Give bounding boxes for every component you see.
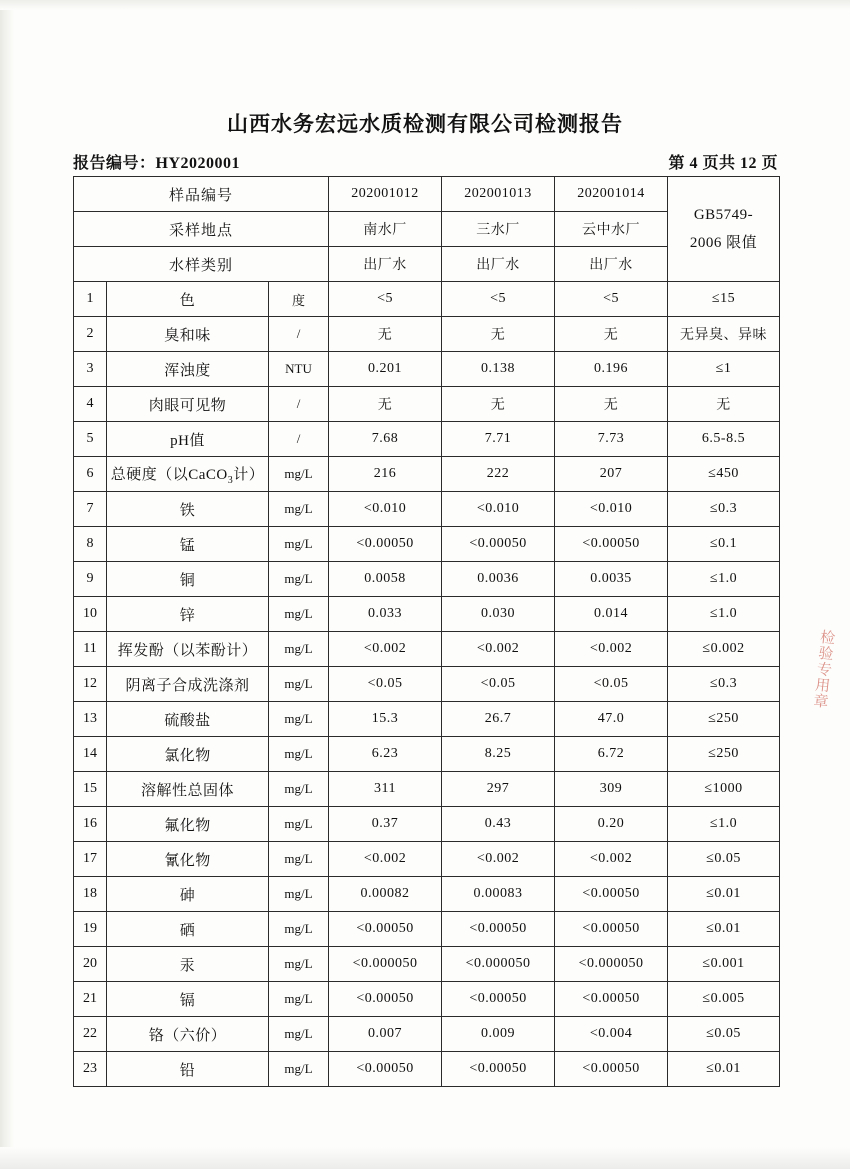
report-number: 报告编号：HY2020001 (73, 155, 241, 172)
row-value-2: 0.0036 (442, 562, 555, 597)
table-header-row-sample-no (74, 177, 780, 212)
row-limit: ≤0.01 (668, 912, 780, 947)
table-row (74, 282, 780, 317)
row-value-2: 7.71 (442, 422, 555, 457)
table-row (74, 352, 780, 387)
row-item-name: 砷 (107, 877, 269, 912)
row-value-1: 0.007 (329, 1017, 442, 1052)
row-limit: 6.5-8.5 (668, 422, 780, 457)
header-label-water-type: 水样类别 (74, 247, 329, 282)
table-row (74, 1052, 780, 1087)
row-value-1: <0.05 (329, 667, 442, 702)
table-row (74, 562, 780, 597)
row-unit: mg/L (269, 562, 329, 597)
row-index: 12 (74, 667, 107, 702)
row-value-2: <0.010 (442, 492, 555, 527)
header-label-sample-no: 样品编号 (74, 177, 329, 212)
row-item-name: 肉眼可见物 (107, 387, 269, 422)
row-item-name: 氟化物 (107, 807, 269, 842)
row-item-name: 氯化物 (107, 737, 269, 772)
row-value-1: 无 (329, 387, 442, 422)
row-unit: mg/L (269, 597, 329, 632)
row-unit: mg/L (269, 947, 329, 982)
row-value-3: <0.00050 (555, 912, 668, 947)
row-index: 2 (74, 317, 107, 352)
row-value-2: <0.000050 (442, 947, 555, 982)
water-type-3: 出厂水 (555, 247, 668, 282)
row-index: 6 (74, 457, 107, 492)
row-index: 9 (74, 562, 107, 597)
row-unit: mg/L (269, 1052, 329, 1087)
row-value-1: <0.00050 (329, 982, 442, 1017)
row-value-3: 0.0035 (555, 562, 668, 597)
sample-no-1: 202001012 (329, 177, 442, 212)
location-3: 云中水厂 (555, 212, 668, 247)
row-value-1: 216 (329, 457, 442, 492)
row-value-3: <0.002 (555, 632, 668, 667)
table-row (74, 387, 780, 422)
row-unit: mg/L (269, 457, 329, 492)
row-index: 16 (74, 807, 107, 842)
row-index: 8 (74, 527, 107, 562)
location-2: 三水厂 (442, 212, 555, 247)
row-value-2: <0.00050 (442, 527, 555, 562)
standard-limit-header (668, 177, 780, 282)
row-item-name: 铁 (107, 492, 269, 527)
row-item-name: 挥发酚（以苯酚计） (107, 632, 269, 667)
row-unit: mg/L (269, 492, 329, 527)
header-label-location: 采样地点 (74, 212, 329, 247)
row-value-3: 无 (555, 317, 668, 352)
row-value-3: 0.20 (555, 807, 668, 842)
row-item-name: 铅 (107, 1052, 269, 1087)
table-row (74, 667, 780, 702)
row-limit: ≤0.3 (668, 667, 780, 702)
row-value-3: 0.196 (555, 352, 668, 387)
row-value-2: 297 (442, 772, 555, 807)
row-unit: / (269, 387, 329, 422)
row-index: 1 (74, 282, 107, 317)
row-value-1: <0.002 (329, 842, 442, 877)
row-value-1: 无 (329, 317, 442, 352)
row-index: 10 (74, 597, 107, 632)
row-item-name: 硫酸盐 (107, 702, 269, 737)
row-limit: ≤1.0 (668, 807, 780, 842)
row-item-name: 臭和味 (107, 317, 269, 352)
row-index: 7 (74, 492, 107, 527)
row-value-3: <5 (555, 282, 668, 317)
row-value-1: 311 (329, 772, 442, 807)
row-limit: ≤0.05 (668, 842, 780, 877)
scan-edge-top (0, 0, 850, 10)
page-title: 山西水务宏远水质检测有限公司检测报告 (227, 112, 623, 136)
row-item-name: pH值 (107, 422, 269, 457)
row-value-3: <0.00050 (555, 1052, 668, 1087)
table-row (74, 982, 780, 1017)
row-value-2: 0.030 (442, 597, 555, 632)
row-item-name: 硒 (107, 912, 269, 947)
row-value-2: 8.25 (442, 737, 555, 772)
row-limit: ≤0.01 (668, 1052, 780, 1087)
row-index: 18 (74, 877, 107, 912)
stamp-seal: 检验专用章 (810, 628, 836, 710)
table-row (74, 877, 780, 912)
row-value-2: 0.138 (442, 352, 555, 387)
row-limit: ≤0.01 (668, 877, 780, 912)
row-unit: mg/L (269, 527, 329, 562)
row-value-1: <0.010 (329, 492, 442, 527)
table-row (74, 1017, 780, 1052)
row-value-1: 6.23 (329, 737, 442, 772)
row-limit: ≤250 (668, 702, 780, 737)
row-unit: / (269, 317, 329, 352)
row-value-2: 0.43 (442, 807, 555, 842)
table-row (74, 422, 780, 457)
row-item-name: 浑浊度 (107, 352, 269, 387)
row-item-name: 氰化物 (107, 842, 269, 877)
row-unit: mg/L (269, 807, 329, 842)
row-value-2: 无 (442, 387, 555, 422)
row-value-2: <0.00050 (442, 1052, 555, 1087)
row-value-3: <0.00050 (555, 877, 668, 912)
table-row (74, 807, 780, 842)
row-value-3: 无 (555, 387, 668, 422)
row-index: 14 (74, 737, 107, 772)
results-table (73, 176, 780, 1087)
row-unit: mg/L (269, 877, 329, 912)
row-value-2: <0.00050 (442, 912, 555, 947)
row-unit: mg/L (269, 737, 329, 772)
row-index: 21 (74, 982, 107, 1017)
scan-edge-left (0, 0, 14, 1169)
row-value-3: 0.014 (555, 597, 668, 632)
row-item-name: 溶解性总固体 (107, 772, 269, 807)
row-value-1: <0.00050 (329, 1052, 442, 1087)
row-value-1: 0.033 (329, 597, 442, 632)
row-unit: mg/L (269, 702, 329, 737)
row-value-2: <5 (442, 282, 555, 317)
row-index: 13 (74, 702, 107, 737)
row-index: 4 (74, 387, 107, 422)
location-1: 南水厂 (329, 212, 442, 247)
row-limit: ≤0.05 (668, 1017, 780, 1052)
row-value-1: 0.0058 (329, 562, 442, 597)
table-row (74, 947, 780, 982)
row-value-3: <0.05 (555, 667, 668, 702)
row-item-name: 阴离子合成洗涤剂 (107, 667, 269, 702)
row-value-3: 309 (555, 772, 668, 807)
row-limit: ≤15 (668, 282, 780, 317)
row-unit: mg/L (269, 632, 329, 667)
row-value-2: 0.009 (442, 1017, 555, 1052)
row-value-3: <0.004 (555, 1017, 668, 1052)
row-unit: mg/L (269, 912, 329, 947)
row-value-2: <0.002 (442, 842, 555, 877)
row-index: 19 (74, 912, 107, 947)
row-unit: NTU (269, 352, 329, 387)
row-value-1: 0.37 (329, 807, 442, 842)
water-type-1: 出厂水 (329, 247, 442, 282)
row-limit: ≤1.0 (668, 562, 780, 597)
row-item-name: 镉 (107, 982, 269, 1017)
table-row (74, 912, 780, 947)
row-unit: / (269, 422, 329, 457)
row-index: 5 (74, 422, 107, 457)
row-value-2: 无 (442, 317, 555, 352)
row-limit: 无异臭、异味 (668, 317, 780, 352)
row-item-name: 总硬度（以CaCO$_3$计） (107, 457, 269, 492)
row-limit: 无 (668, 387, 780, 422)
row-limit: ≤0.001 (668, 947, 780, 982)
row-value-1: <0.002 (329, 632, 442, 667)
row-item-name: 色 (107, 282, 269, 317)
row-item-name: 汞 (107, 947, 269, 982)
row-value-3: 47.0 (555, 702, 668, 737)
row-unit: mg/L (269, 842, 329, 877)
row-limit: ≤1.0 (668, 597, 780, 632)
row-value-2: <0.00050 (442, 982, 555, 1017)
row-index: 3 (74, 352, 107, 387)
row-value-2: 222 (442, 457, 555, 492)
row-value-2: 26.7 (442, 702, 555, 737)
sample-no-3: 202001014 (555, 177, 668, 212)
row-unit: mg/L (269, 667, 329, 702)
row-limit: ≤1 (668, 352, 780, 387)
row-item-name: 锰 (107, 527, 269, 562)
table-row (74, 772, 780, 807)
row-value-3: 7.73 (555, 422, 668, 457)
row-value-3: 6.72 (555, 737, 668, 772)
row-value-3: 207 (555, 457, 668, 492)
water-type-2: 出厂水 (442, 247, 555, 282)
standard-line-2: 2006 限值 (689, 235, 758, 251)
row-value-1: <0.00050 (329, 527, 442, 562)
row-value-2: 0.00083 (442, 877, 555, 912)
row-index: 11 (74, 632, 107, 667)
row-item-name: 铬（六价） (107, 1017, 269, 1052)
table-row (74, 597, 780, 632)
row-index: 23 (74, 1052, 107, 1087)
row-limit: ≤0.005 (668, 982, 780, 1017)
sample-no-2: 202001013 (442, 177, 555, 212)
row-value-3: <0.00050 (555, 982, 668, 1017)
row-value-3: <0.000050 (555, 947, 668, 982)
row-limit: ≤0.002 (668, 632, 780, 667)
table-row (74, 842, 780, 877)
table-row (74, 702, 780, 737)
scan-edge-bottom (0, 1147, 850, 1169)
row-unit: mg/L (269, 1017, 329, 1052)
table-row (74, 737, 780, 772)
row-unit: mg/L (269, 982, 329, 1017)
row-value-3: <0.00050 (555, 527, 668, 562)
row-index: 15 (74, 772, 107, 807)
row-item-name: 锌 (107, 597, 269, 632)
table-row (74, 492, 780, 527)
row-value-2: <0.05 (442, 667, 555, 702)
row-value-1: 7.68 (329, 422, 442, 457)
row-value-1: <0.000050 (329, 947, 442, 982)
row-value-1: 0.00082 (329, 877, 442, 912)
standard-line-1: GB5749- (693, 206, 754, 223)
row-limit: ≤450 (668, 457, 780, 492)
page-number: 第 4 页共 12 页 (668, 155, 778, 172)
row-index: 22 (74, 1017, 107, 1052)
row-limit: ≤0.1 (668, 527, 780, 562)
row-limit: ≤250 (668, 737, 780, 772)
row-value-3: <0.010 (555, 492, 668, 527)
row-value-1: 15.3 (329, 702, 442, 737)
row-item-name: 铜 (107, 562, 269, 597)
row-index: 20 (74, 947, 107, 982)
table-row (74, 527, 780, 562)
table-row (74, 317, 780, 352)
row-index: 17 (74, 842, 107, 877)
table-row (74, 457, 780, 492)
row-value-1: <0.00050 (329, 912, 442, 947)
row-value-2: <0.002 (442, 632, 555, 667)
row-limit: ≤0.3 (668, 492, 780, 527)
row-unit: mg/L (269, 772, 329, 807)
table-row (74, 632, 780, 667)
row-value-1: 0.201 (329, 352, 442, 387)
row-unit: 度 (269, 282, 329, 317)
row-limit: ≤1000 (668, 772, 780, 807)
row-value-1: <5 (329, 282, 442, 317)
row-value-3: <0.002 (555, 842, 668, 877)
